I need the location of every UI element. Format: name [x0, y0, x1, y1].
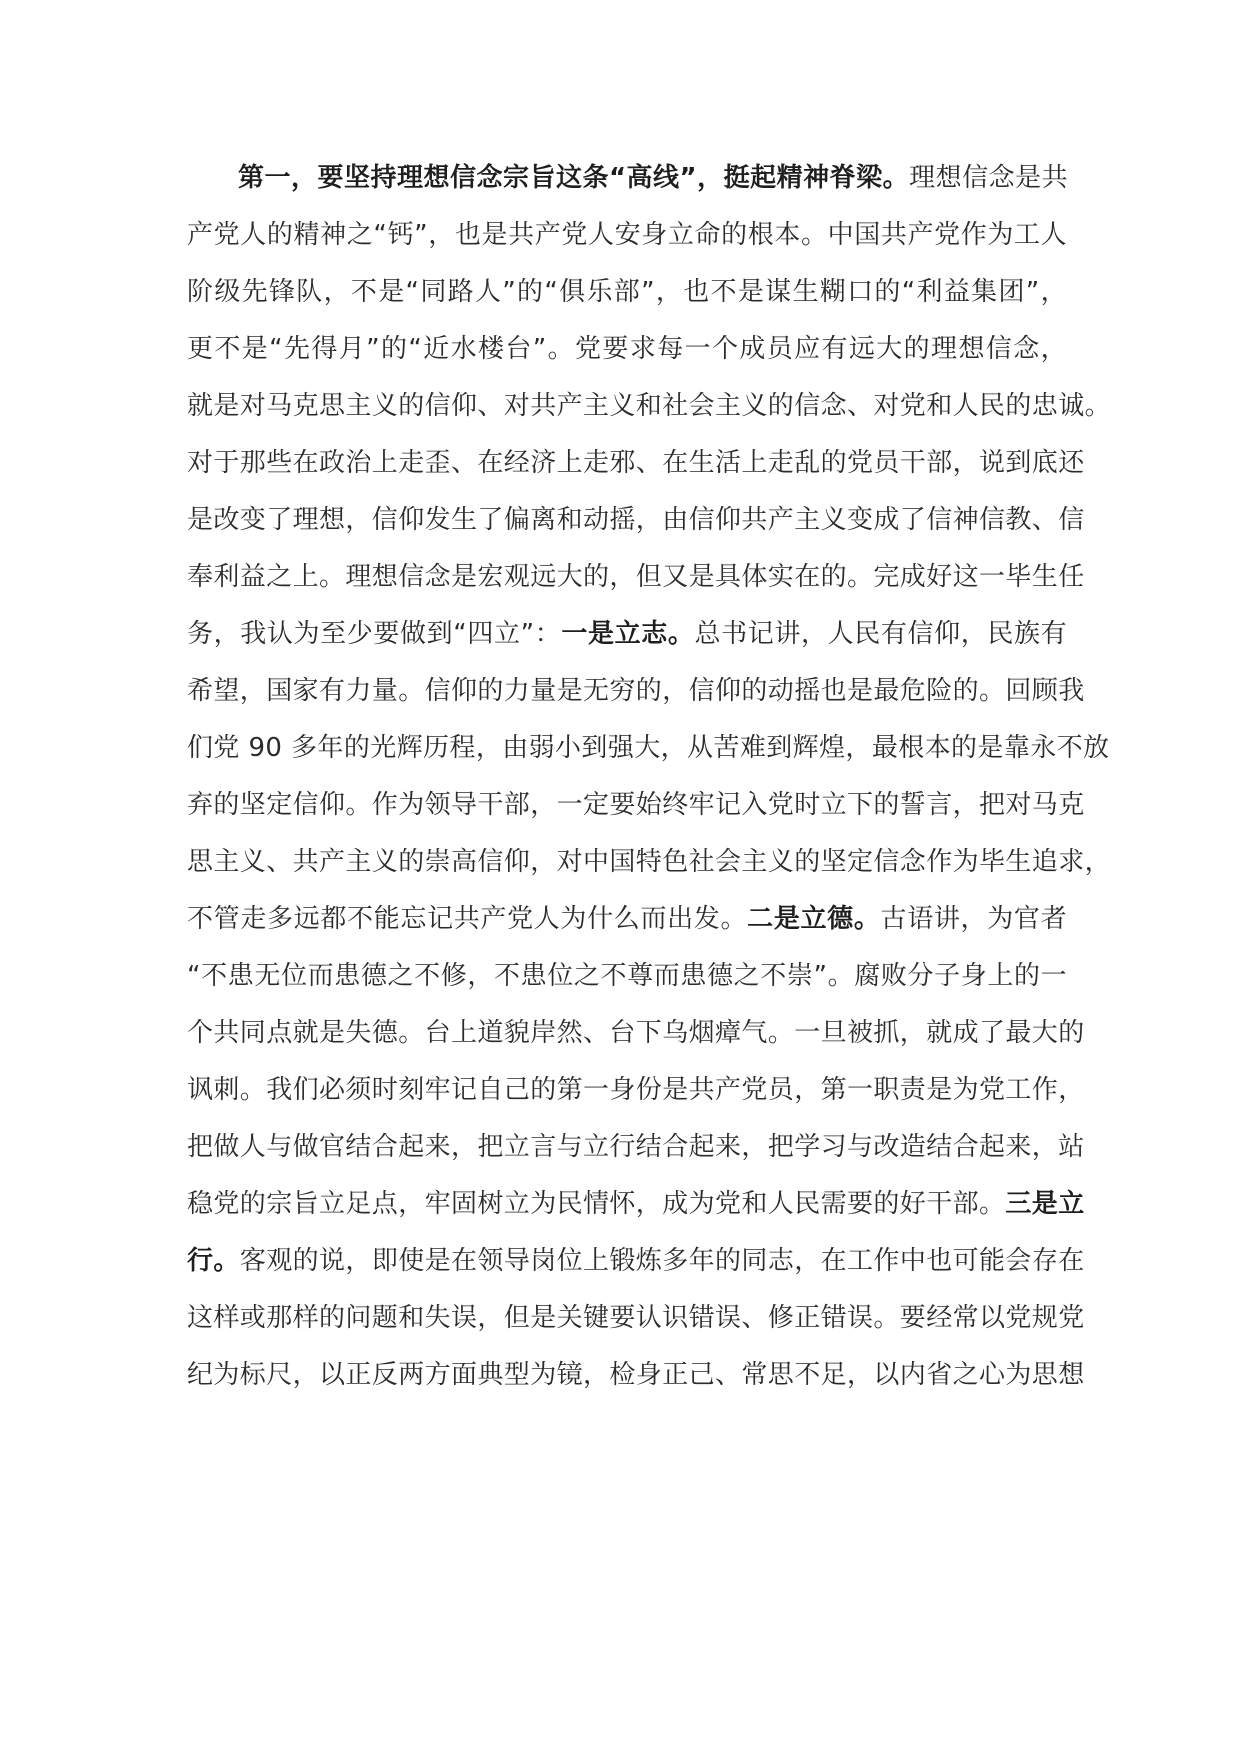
- line-text: 纪为标尺，以正反两方面典型为镜，检身正己、常思不足，以内省之心为思想: [187, 1360, 1085, 1390]
- line-text: 是改变了理想，信仰发生了偏离和动摇，由信仰共产主义变成了信神信教、信: [187, 505, 1085, 535]
- line-text: 就是对马克思主义的信仰、对共产主义和社会主义的信念、对党和人民的忠诚。: [187, 391, 1112, 421]
- paragraph-line: [238, 158, 1068, 198]
- paragraph-line: [187, 386, 1112, 426]
- paragraph-line: [187, 728, 1110, 768]
- paragraph-line: [187, 671, 1085, 711]
- paragraph-line: [187, 272, 1067, 312]
- paragraph-line: [187, 329, 1067, 369]
- paragraph-line: [187, 1013, 1085, 1053]
- paragraph-line: [187, 1355, 1085, 1395]
- paragraph-line: [187, 956, 1067, 996]
- paragraph-line: [187, 1184, 1085, 1224]
- line-text: 个共同点就是失德。台上道貌岸然、台下乌烟瘴气。一旦被抓，就成了最大的: [187, 1018, 1085, 1048]
- paragraph-line: [187, 785, 1085, 825]
- line-text: 务，我认为至少要做到“四立”：: [187, 619, 562, 649]
- line-text: 阶级先锋队，不是“同路人”的“俱乐部”，也不是谋生糊口的“利益集团”，: [187, 277, 1067, 307]
- bold-point-3: 三是立: [1005, 1189, 1085, 1219]
- line-text: 讽刺。我们必须时刻牢记自己的第一身份是共产党员，第一职责是为党工作，: [187, 1075, 1085, 1105]
- bold-point-1: 一是立志。: [561, 619, 695, 649]
- line-text: 这样或那样的问题和失误，但是关键要认识错误、修正错误。要经常以党规党: [187, 1303, 1085, 1333]
- paragraph-line: [187, 614, 1067, 654]
- paragraph-line: [187, 842, 1112, 882]
- paragraph-line: [187, 557, 1085, 597]
- line-text: 更不是“先得月”的“近水楼台”。党要求每一个成员应有远大的理想信念，: [187, 334, 1067, 364]
- line-text: 奉利益之上。理想信念是宏观远大的，但又是具体实在的。完成好这一毕生任: [187, 562, 1085, 592]
- bold-point-2: 二是立德。: [747, 904, 881, 934]
- line-text: 理想信念是共: [909, 163, 1068, 193]
- paragraph-line: [187, 1127, 1085, 1167]
- line-text: 弃的坚定信仰。作为领导干部，一定要始终牢记入党时立下的誓言，把对马克: [187, 790, 1085, 820]
- line-text: 稳党的宗旨立足点，牢固树立为民情怀，成为党和人民需要的好干部。: [187, 1189, 1006, 1219]
- line-text: 不管走多远都不能忘记共产党人为什么而出发。: [187, 904, 748, 934]
- line-text: 古语讲，为官者: [880, 904, 1067, 934]
- paragraph-line: [187, 500, 1085, 540]
- line-text: 们党 90 多年的光辉历程，由弱小到强大，从苦难到辉煌，最根本的是靠永不放: [187, 733, 1110, 763]
- paragraph-line: [187, 443, 1085, 483]
- paragraph-line: [187, 215, 1067, 255]
- paragraph-line: [187, 1241, 1085, 1281]
- bold-heading: 第一，要坚持理想信念宗旨这条“高线”，挺起精神脊梁。: [238, 163, 910, 193]
- bold-point-3-cont: 行。: [187, 1246, 240, 1276]
- line-text: “不患无位而患德之不修，不患位之不尊而患德之不崇”。腐败分子身上的一: [187, 961, 1067, 991]
- line-text: 产党人的精神之“钙”，也是共产党人安身立命的根本。中国共产党作为工人: [187, 220, 1067, 250]
- line-text: 对于那些在政治上走歪、在经济上走邪、在生活上走乱的党员干部，说到底还: [187, 448, 1085, 478]
- paragraph-line: [187, 1298, 1085, 1338]
- paragraph-line: [187, 899, 1067, 939]
- line-text: 把做人与做官结合起来，把立言与立行结合起来，把学习与改造结合起来，站: [187, 1132, 1085, 1162]
- line-text: 希望，国家有力量。信仰的力量是无穷的，信仰的动摇也是最危险的。回顾我: [187, 676, 1085, 706]
- paragraph-line: [187, 1070, 1085, 1110]
- line-text: 客观的说，即使是在领导岗位上锻炼多年的同志，在工作中也可能会存在: [239, 1246, 1085, 1276]
- line-text: 总书记讲，人民有信仰，民族有: [694, 619, 1067, 649]
- line-text: 思主义、共产主义的崇高信仰，对中国特色社会主义的坚定信念作为毕生追求，: [187, 847, 1112, 877]
